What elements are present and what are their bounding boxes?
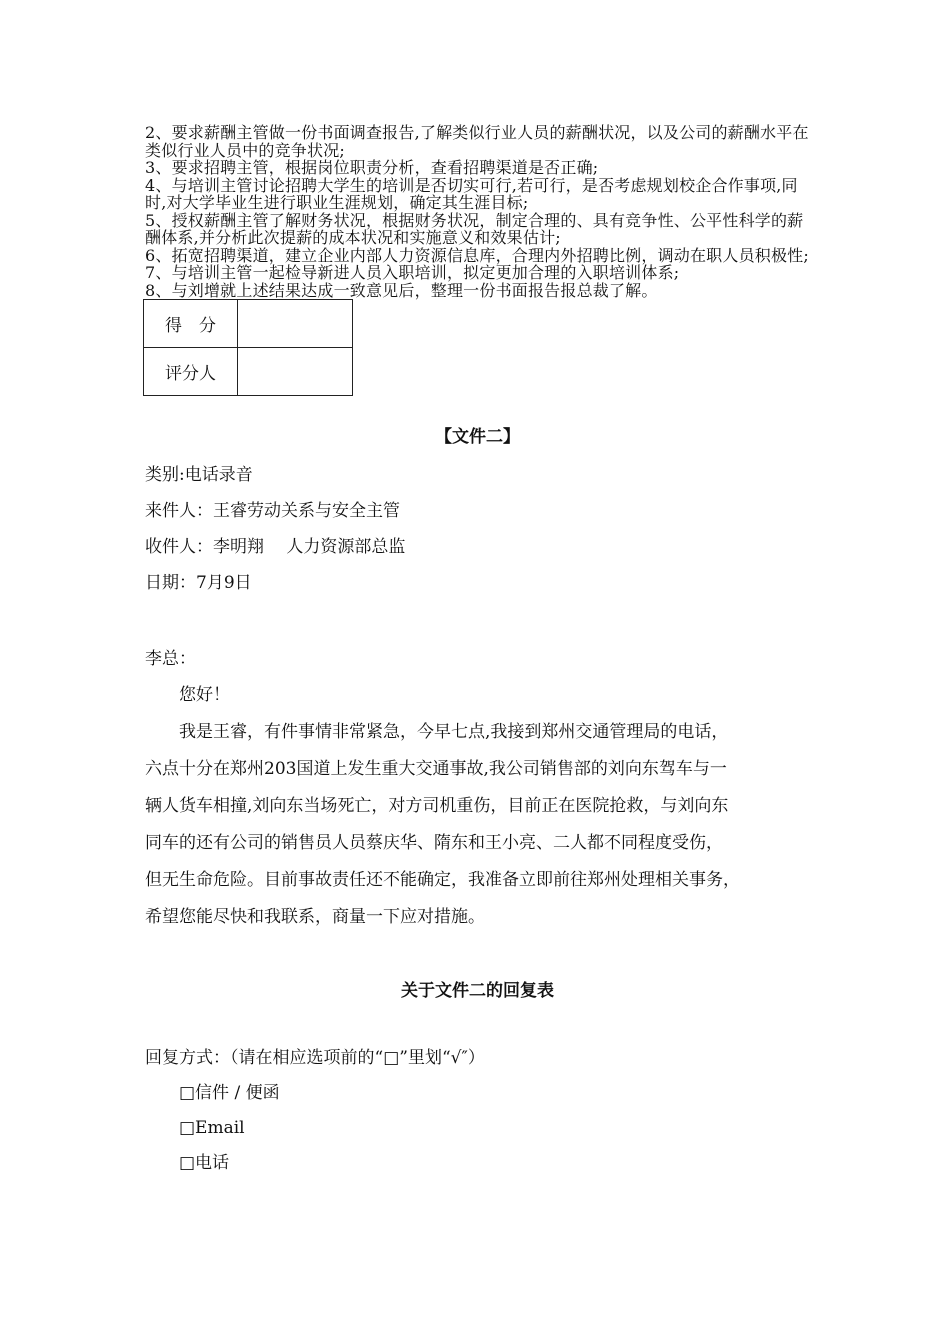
option-letter-checkbox[interactable]: □信件 / 便函 (179, 1083, 280, 1103)
sender-line: 来件人：王睿劳动关系与安全主管 (145, 501, 400, 521)
reply-instruction: 回复方式：（请在相应选项前的“□”里划“√″） (145, 1048, 485, 1068)
list-item: 2、要求薪酬主管做一份书面调查报告,了解类似行业人员的薪酬状况，以及公司的薪酬水平在类似行业人员中的竞争状况; (145, 123, 809, 160)
scorer-label: 评分人 (144, 348, 238, 396)
salutation: 李总： (145, 649, 196, 669)
table-row (144, 300, 353, 348)
score-label: 得 分 (144, 300, 238, 348)
document-page (145, 124, 810, 1181)
score-value-cell[interactable] (238, 300, 353, 348)
option-phone-checkbox[interactable]: □电话 (179, 1153, 230, 1173)
body-line: 六点十分在郑州203国道上发生重大交通事故,我公司销售部的刘向东驾车与一 (145, 759, 727, 779)
action-list (145, 124, 810, 299)
list-item: 6、拓宽招聘渠道，建立企业内部人力资源信息库，合理内外招聘比例，调动在职人员积极性; (145, 245, 809, 265)
message-body (145, 677, 810, 936)
body-line: 希望您能尽快和我联系，商量一下应对措施。 (145, 907, 485, 927)
reply-section (145, 1041, 810, 1181)
score-table (143, 299, 353, 396)
body-line: 但无生命危险。目前事故责任还不能确定，我准备立即前往郑州处理相关事务， (145, 870, 740, 890)
receiver-line: 收件人：李明翔 人力资源部总监 (145, 537, 406, 557)
body-line: 同车的还有公司的销售员人员蔡庆华、隋东和王小亮、二人都不同程度受伤， (145, 833, 723, 853)
date-line: 日期：7月9日 (145, 573, 252, 593)
body-line: 辆人货车相撞,刘向东当场死亡，对方司机重伤，目前正在医院抢救，与刘向东 (145, 796, 729, 816)
reply-title: 关于文件二的回复表 (401, 981, 554, 1001)
list-item: 5、授权薪酬主管了解财务状况，根据财务状况，制定合理的、具有竞争性、公平性科学的薪酬体系,并分析此次提薪的成本状况和实施意义和效果估计; (145, 210, 804, 247)
body-line: 我是王睿，有件事情非常紧急，今早七点,我接到郑州交通管理局的电话， (179, 722, 729, 742)
greeting: 您好！ (179, 685, 230, 705)
table-row (144, 348, 353, 396)
category-line: 类别:电话录音 (145, 465, 253, 485)
option-email-checkbox[interactable]: □Email (179, 1118, 245, 1138)
list-item: 7、与培训主管一起检导新进人员入职培训，拟定更加合理的入职培训体系; (145, 263, 680, 282)
file2-title: 【文件二】 (435, 427, 520, 447)
list-item: 8、与刘增就上述结果达成一致意见后，整理一份书面报告报总裁了解。 (145, 280, 658, 300)
list-item: 4、与培训主管讨论招聘大学生的培训是否切实可行,若可行，是否考虑规划校企合作事项,同时,对大学毕业生进行职业生涯规划，确定其生涯目标; (145, 175, 798, 212)
file2-meta (145, 457, 810, 601)
scorer-value-cell[interactable] (238, 348, 353, 396)
list-item: 3、要求招聘主管，根据岗位职责分析，查看招聘渠道是否正确; (145, 158, 599, 177)
